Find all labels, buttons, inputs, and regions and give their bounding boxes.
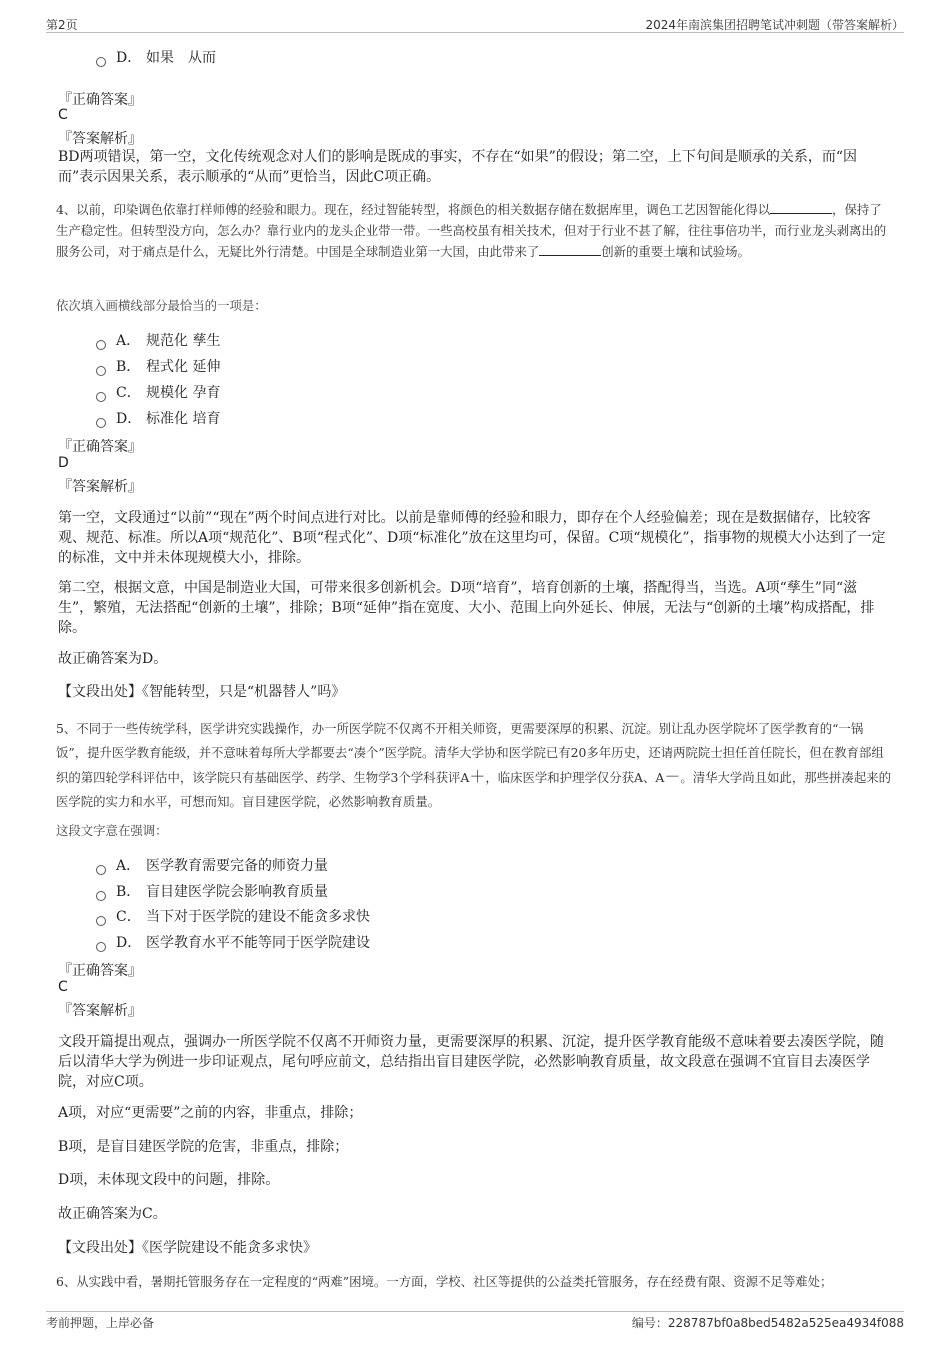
q4-stem: 4、以前，印染调色依靠打样师傅的经验和眼力。现在，经过智能转型，将颜色的相关数据存储在数据库里，调色工艺因智能化得以 ，保持了生产稳定性。但转型没方向，怎么办？靠行业内的龙头企业带一带。一些高校虽有相关技术，但对于行业不甚了解，往往事倍功半，而行业龙头剥离出的服务公司，对于痛点是什么，无疑比外行清楚。中国是全球制造业第一大国，由此带来了 创新的重要土壤和试验场。 (56, 202, 887, 259)
q5-option-a[interactable]: A． 医学教育需要完备的师资力量 (96, 855, 328, 875)
q3-analysis: BD两项错误，第一空，文化传统观念对人们的影响是既成的事实，不存在“如果”的假设；第二空，上下句间是顺承的关系，而“因而”表示因果关系，表示顺承的“从而”更恰当，因此C项正确。 (58, 149, 857, 185)
q5-analysis-p1: 文段开篇提出观点，强调办一所医学院不仅离不开师资力量，更需要深厚的积累、沉淀，提升医学教育能级不意味着要去凑医学院，随后以清华大学为例进一步印证观点，尾句呼应前文，总结指出盲目建医学院，必然影响教育质量，故文段意在强调不宜盲目去凑医学院，对应C项。 (58, 1034, 884, 1090)
q4-option-b[interactable]: B． 程式化 延伸 (96, 356, 220, 376)
q5-answer: C (58, 979, 68, 995)
q5-stem: 5、不同于一些传统学科，医学讲究实践操作，办一所医学院不仅离不开相关师资，更需要深厚的积累、沉淀。别让乱办医学院坏了医学教育的“一锅饭”，提升医学教育能级，并不意味着每所大学都要去“凑个”医学院。清华大学协和医学院已有20多年历史，还请两院院士担任首任院长，但在教育部组织的第四轮学科评估中，该学院只有基础医学、药学、生物学3个学科获评A＋，临床医学和护理学仅分获A、A－。清华大学尚且如此，那些拼凑起来的医学院的实力和水平，可想而知。盲目建医学院，必然影响教育质量。 (56, 721, 891, 809)
document-title: 2024年南滨集团招聘笔试冲刺题（带答案解析） (645, 18, 904, 32)
page-number: 第2页 (46, 18, 78, 32)
q4-prompt: 依次填入画横线部分最恰当的一项是： (56, 298, 267, 313)
q5-analysis-conclusion: 故正确答案为C。 (58, 1206, 167, 1222)
page-header (46, 14, 904, 34)
fill-blank (539, 243, 601, 256)
radio-icon[interactable] (96, 942, 106, 952)
q3-answer-label: 『正确答案』 (58, 92, 142, 108)
document-id: 编号：228787bf0a8bed5482a525ea4934f088 (631, 1316, 904, 1330)
q3-answer: C (58, 107, 68, 123)
radio-icon[interactable] (96, 418, 106, 428)
q4-analysis-label: 『答案解析』 (58, 479, 142, 495)
q3-option-d[interactable]: D． 如果 从而 (96, 47, 216, 67)
q5-answer-label: 『正确答案』 (58, 963, 142, 979)
q5-prompt: 这段文字意在强调： (56, 823, 168, 838)
q5-source: 【文段出处】《医学院建设不能贪多求快》 (58, 1240, 317, 1256)
page-footer (46, 1314, 904, 1334)
q3-analysis-label: 『答案解析』 (58, 131, 142, 147)
q5-analysis-d: D项，未体现文段中的问题，排除。 (58, 1172, 280, 1188)
radio-icon[interactable] (96, 865, 106, 875)
q6-stem: 6、从实践中看，暑期托管服务存在一定程度的“两难”困境。一方面，学校、社区等提供的公益类托管服务，存在经费有限、资源不足等难处； (56, 1274, 833, 1289)
radio-icon[interactable] (96, 57, 106, 67)
fill-blank (770, 201, 832, 214)
radio-icon[interactable] (96, 340, 106, 350)
q5-option-b[interactable]: B． 盲目建医学院会影响教育质量 (96, 881, 328, 901)
q4-answer-label: 『正确答案』 (58, 439, 142, 455)
q4-option-c[interactable]: C． 规模化 孕育 (96, 382, 220, 402)
radio-icon[interactable] (96, 891, 106, 901)
q5-option-c[interactable]: C． 当下对于医学院的建设不能贪多求快 (96, 906, 370, 926)
radio-icon[interactable] (96, 366, 106, 376)
radio-icon[interactable] (96, 916, 106, 926)
q5-analysis-a: A项，对应“更需要”之前的内容，非重点，排除； (58, 1105, 363, 1121)
header-divider (46, 32, 904, 33)
q4-answer: D (58, 455, 69, 471)
q5-option-d[interactable]: D． 医学教育水平不能等同于医学院建设 (96, 932, 370, 952)
q4-option-a[interactable]: A． 规范化 孳生 (96, 330, 220, 350)
q4-source: 【文段出处】《智能转型，只是“机器替人”吗》 (58, 684, 346, 700)
q4-analysis-p1: 第一空，文段通过“以前”“现在”两个时间点进行对比。以前是靠师傅的经验和眼力，即存在个人经验偏差；现在是数据储存，比较客观、规范、标准。所以A项“规范化”、B项“程式化”、D项“标准化”放在这里均可，保留。C项“规模化”，指事物的规模大小达到了一定的标准，文中并未体现规模大小，排除。 (58, 510, 886, 566)
q4-option-d[interactable]: D． 标准化 培育 (96, 408, 220, 428)
footer-slogan: 考前押题，上岸必备 (46, 1316, 155, 1330)
q4-analysis-conclusion: 故正确答案为D。 (58, 651, 168, 667)
q5-analysis-b: B项，是盲目建医学院的危害，非重点，排除； (58, 1139, 349, 1155)
q4-analysis-p2: 第二空，根据文意，中国是制造业大国，可带来很多创新机会。D项“培育”，培育创新的土壤，搭配得当，当选。A项“孳生”同“滋生”，繁殖，无法搭配“创新的土壤”，排除；B项“延伸”指在宽度、大小、范围上向外延长、伸展，无法与“创新的土壤”构成搭配，排除。 (58, 580, 875, 636)
q5-analysis-label: 『答案解析』 (58, 1003, 142, 1019)
footer-divider (46, 1311, 904, 1312)
radio-icon[interactable] (96, 392, 106, 402)
